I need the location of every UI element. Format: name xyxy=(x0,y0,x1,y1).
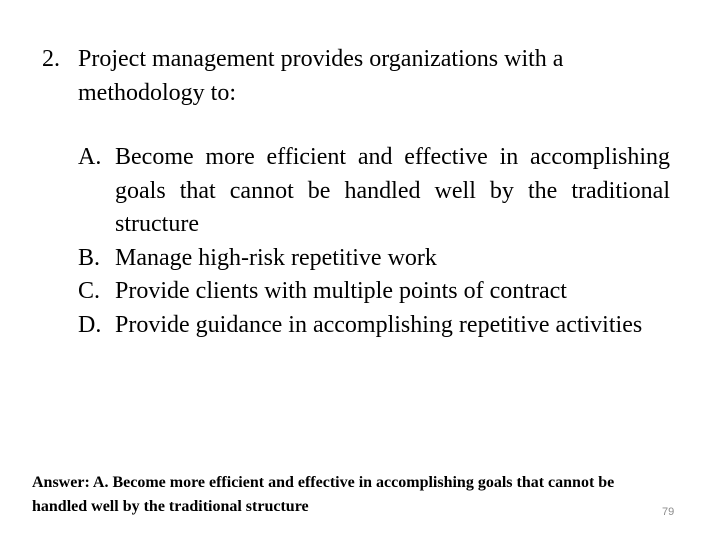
question-text: Project management provides organizations with a methodology to: xyxy=(78,46,564,106)
option-letter: A. xyxy=(78,144,102,170)
option-c xyxy=(78,275,670,309)
question xyxy=(42,42,662,110)
option-text: Provide guidance in accomplishing repetitive activities xyxy=(115,311,643,338)
question-number: 2. xyxy=(42,46,60,72)
option-d xyxy=(78,309,670,343)
option-letter: C. xyxy=(78,278,101,304)
option-letter: B. xyxy=(78,244,101,271)
answer-text: Answer: A. Become more efficient and effective in accomplishing goals that cannot be handled well by the traditional structure xyxy=(32,474,615,515)
option-letter: D. xyxy=(78,311,102,338)
option-b xyxy=(78,242,670,276)
answer-options xyxy=(78,141,670,342)
option-text: Become more efficient and effective in accomplishing goals that cannot be handled well by the traditional structure xyxy=(115,144,670,237)
option-a xyxy=(78,141,670,242)
option-text: Manage high-risk repetitive work xyxy=(115,244,437,271)
page-number: 79 xyxy=(662,506,675,518)
option-text: Provide clients with multiple points of contract xyxy=(115,278,567,304)
